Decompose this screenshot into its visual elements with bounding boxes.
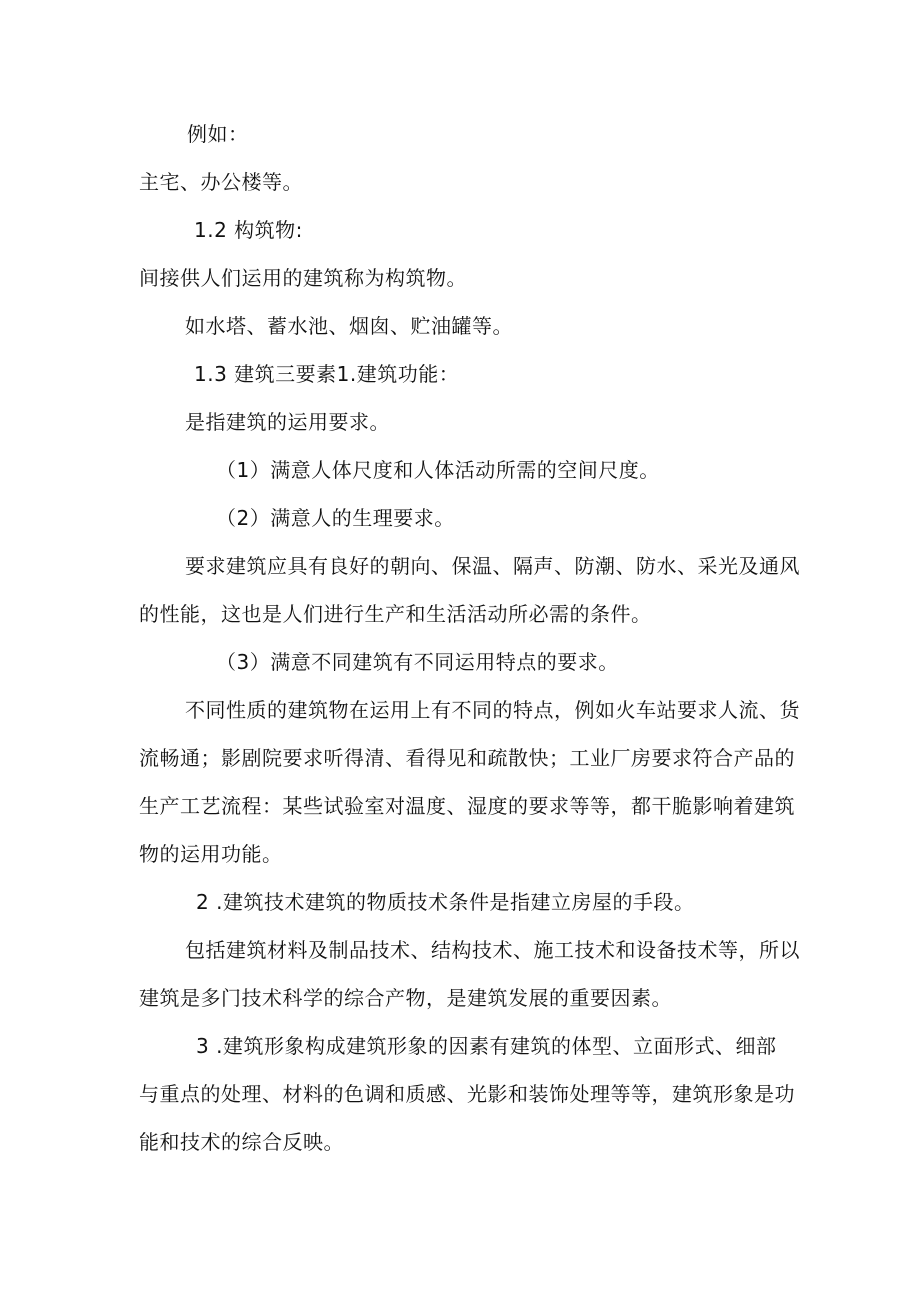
text-line-function-def: 是指建筑的运用要求。	[185, 410, 390, 434]
text-line-structure-def: 间接供人们运用的建筑称为构筑物。	[139, 266, 467, 290]
heading-1-2-structures: 1.2 构筑物:	[194, 218, 303, 242]
paragraph-line: 物的运用功能。	[139, 842, 283, 866]
paragraph-line: 建筑是多门技术科学的综合产物，是建筑发展的重要因素。	[139, 986, 672, 1010]
text-line-structure-examples: 如水塔、蓄水池、烟囱、贮油罐等。	[185, 314, 513, 338]
paragraph-line: 生产工艺流程：某些试验室对温度、湿度的要求等等，都干脆影响着建筑	[139, 794, 795, 818]
paragraph-line: 的性能，这也是人们进行生产和生活活动所必需的条件。	[139, 602, 652, 626]
paragraph-line: 流畅通；影剧院要求听得清、看得见和疏散快；工业厂房要求符合产品的	[139, 746, 795, 770]
list-item-3: （3）满意不同建筑有不同运用特点的要求。	[216, 650, 619, 674]
section-2-building-technology: 2 .建筑技术建筑的物质技术条件是指建立房屋的手段。	[196, 890, 695, 914]
list-item-2: （2）满意人的生理要求。	[216, 506, 455, 530]
paragraph-line: 要求建筑应具有良好的朝向、保温、隔声、防潮、防水、采光及通风	[185, 554, 800, 578]
heading-1-3-three-elements: 1.3 建筑三要素1.建筑功能：	[194, 362, 460, 386]
paragraph-line: 与重点的处理、材料的色调和质感、光影和装饰处理等等，建筑形象是功	[139, 1082, 795, 1106]
paragraph-line: 包括建筑材料及制品技术、结构技术、施工技术和设备技术等，所以	[185, 938, 800, 962]
list-item-1: （1）满意人体尺度和人体活动所需的空间尺度。	[216, 458, 660, 482]
paragraph-line: 不同性质的建筑物在运用上有不同的特点，例如火车站要求人流、货	[185, 698, 800, 722]
section-3-building-image: 3 .建筑形象构成建筑形象的因素有建筑的体型、立面形式、细部	[196, 1034, 777, 1058]
text-line-residence: 主宅、办公楼等。	[139, 170, 303, 194]
text-line-example: 例如：	[187, 122, 249, 146]
paragraph-line: 能和技术的综合反映。	[139, 1130, 344, 1154]
